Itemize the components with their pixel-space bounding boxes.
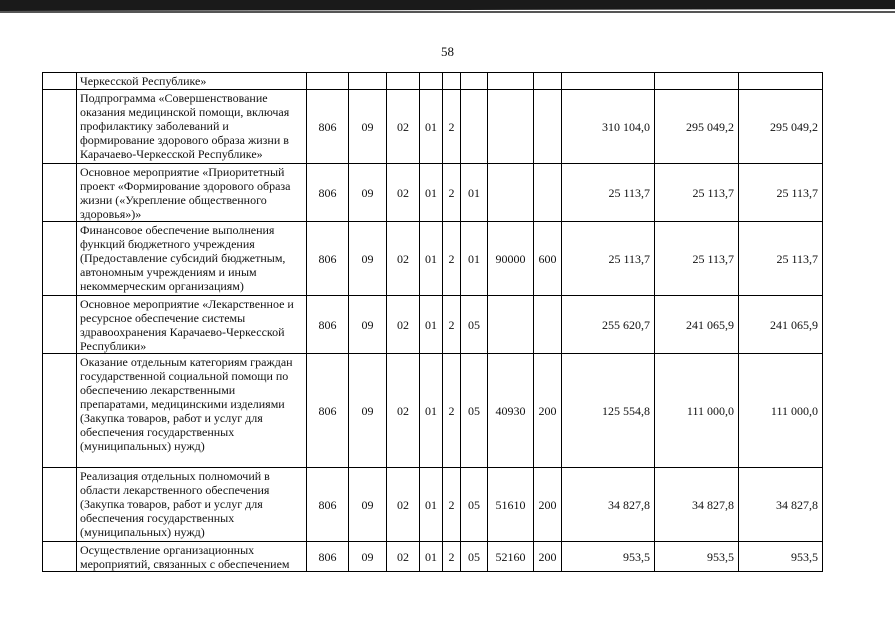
margin-cell — [43, 73, 77, 90]
expense-type-code — [534, 164, 562, 222]
target-subprogram-code: 2 — [443, 164, 461, 222]
margin-cell — [43, 542, 77, 572]
amount-year-3: 241 065,9 — [739, 296, 823, 354]
target-program-code: 01 — [420, 164, 443, 222]
section-code: 09 — [349, 164, 387, 222]
ved-code: 806 — [307, 542, 349, 572]
ved-code: 806 — [307, 164, 349, 222]
subsection-code: 02 — [387, 542, 420, 572]
ved-code — [307, 73, 349, 90]
target-program-code: 01 — [420, 354, 443, 468]
table-row — [43, 222, 823, 296]
target-program-code: 01 — [420, 296, 443, 354]
margin-cell — [43, 296, 77, 354]
target-program-code: 01 — [420, 468, 443, 542]
table-row — [43, 542, 823, 572]
target-event-code: 05 — [461, 468, 488, 542]
target-program-code: 01 — [420, 542, 443, 572]
section-code: 09 — [349, 90, 387, 164]
margin-cell — [43, 164, 77, 222]
ved-code: 806 — [307, 296, 349, 354]
subsection-code: 02 — [387, 354, 420, 468]
item-name: Подпрограмма «Совершенствование оказания медицинской помощи, включая профилактику заболеваний и формирование здорового образа жизни в Карачаево-Черкесской Республике» — [77, 90, 307, 164]
margin-cell — [43, 90, 77, 164]
amount-year-2: 953,5 — [655, 542, 739, 572]
target-subprogram-code: 2 — [443, 468, 461, 542]
target-event-code: 05 — [461, 354, 488, 468]
section-code: 09 — [349, 468, 387, 542]
target-direction-code: 51610 — [488, 468, 534, 542]
table-body — [43, 73, 823, 572]
target-event-code: 01 — [461, 222, 488, 296]
budget-table — [42, 72, 823, 572]
table-row — [43, 468, 823, 542]
item-name: Черкесской Республике» — [77, 73, 307, 90]
target-event-code: 01 — [461, 164, 488, 222]
target-direction-code: 90000 — [488, 222, 534, 296]
section-code: 09 — [349, 222, 387, 296]
amount-year-2: 295 049,2 — [655, 90, 739, 164]
section-code: 09 — [349, 296, 387, 354]
page-number: 58 — [441, 44, 454, 59]
amount-year-3: 295 049,2 — [739, 90, 823, 164]
section-code: 09 — [349, 354, 387, 468]
target-subprogram-code: 2 — [443, 542, 461, 572]
amount-year-2: 25 113,7 — [655, 164, 739, 222]
item-name: Основное мероприятие «Лекарственное и ресурсное обеспечение системы здравоохранения Карачаево-Черкесской Республики» — [77, 296, 307, 354]
amount-year-2: 111 000,0 — [655, 354, 739, 468]
amount-year-1 — [562, 73, 655, 90]
scan-border-shadow — [0, 11, 895, 13]
target-direction-code — [488, 164, 534, 222]
target-subprogram-code: 2 — [443, 296, 461, 354]
item-name: Основное мероприятие «Приоритетный проект «Формирование здорового образа жизни («Укрепление общественного здоровья»)» — [77, 164, 307, 222]
table-row — [43, 164, 823, 222]
target-subprogram-code: 2 — [443, 222, 461, 296]
expense-type-code: 200 — [534, 468, 562, 542]
amount-year-3: 953,5 — [739, 542, 823, 572]
target-subprogram-code: 2 — [443, 354, 461, 468]
subsection-code — [387, 73, 420, 90]
ved-code: 806 — [307, 222, 349, 296]
subsection-code: 02 — [387, 468, 420, 542]
expense-type-code — [534, 73, 562, 90]
target-direction-code — [488, 296, 534, 354]
target-direction-code — [488, 90, 534, 164]
amount-year-3: 25 113,7 — [739, 164, 823, 222]
target-event-code: 05 — [461, 296, 488, 354]
expense-type-code: 200 — [534, 542, 562, 572]
amount-year-1: 255 620,7 — [562, 296, 655, 354]
expense-type-code — [534, 296, 562, 354]
target-event-code — [461, 73, 488, 90]
scan-border-top — [0, 0, 895, 11]
target-direction-code: 52160 — [488, 542, 534, 572]
item-name: Финансовое обеспечение выполнения функций бюджетного учреждения (Предоставление субсидий бюджетным, автономным учреждениям и иным некоммерческим организациям) — [77, 222, 307, 296]
item-name: Осуществление организационных мероприятий, связанных с обеспечением — [77, 542, 307, 572]
target-subprogram-code: 2 — [443, 90, 461, 164]
expense-type-code: 600 — [534, 222, 562, 296]
target-program-code: 01 — [420, 90, 443, 164]
amount-year-1: 953,5 — [562, 542, 655, 572]
table-row — [43, 73, 823, 90]
section-code: 09 — [349, 542, 387, 572]
subsection-code: 02 — [387, 296, 420, 354]
margin-cell — [43, 222, 77, 296]
amount-year-1: 25 113,7 — [562, 164, 655, 222]
target-program-code — [420, 73, 443, 90]
target-direction-code: 40930 — [488, 354, 534, 468]
table-row — [43, 354, 823, 468]
table-row — [43, 90, 823, 164]
amount-year-2 — [655, 73, 739, 90]
ved-code: 806 — [307, 354, 349, 468]
amount-year-2: 34 827,8 — [655, 468, 739, 542]
expense-type-code: 200 — [534, 354, 562, 468]
ved-code: 806 — [307, 468, 349, 542]
subsection-code: 02 — [387, 164, 420, 222]
item-name: Реализация отдельных полномочий в области лекарственного обеспечения (Закупка товаров, работ и услуг для обеспечения государственных (муниципальных) нужд) — [77, 468, 307, 542]
amount-year-1: 34 827,8 — [562, 468, 655, 542]
margin-cell — [43, 354, 77, 468]
amount-year-3: 111 000,0 — [739, 354, 823, 468]
subsection-code: 02 — [387, 90, 420, 164]
table-row — [43, 296, 823, 354]
amount-year-3: 34 827,8 — [739, 468, 823, 542]
expense-type-code — [534, 90, 562, 164]
target-event-code — [461, 90, 488, 164]
amount-year-3 — [739, 73, 823, 90]
subsection-code: 02 — [387, 222, 420, 296]
target-event-code: 05 — [461, 542, 488, 572]
amount-year-1: 310 104,0 — [562, 90, 655, 164]
ved-code: 806 — [307, 90, 349, 164]
margin-cell — [43, 468, 77, 542]
amount-year-2: 25 113,7 — [655, 222, 739, 296]
amount-year-1: 125 554,8 — [562, 354, 655, 468]
target-subprogram-code — [443, 73, 461, 90]
amount-year-3: 25 113,7 — [739, 222, 823, 296]
target-direction-code — [488, 73, 534, 90]
item-name: Оказание отдельным категориям граждан государственной социальной помощи по обеспечению лекарственными препаратами, медицинскими изделиями (Закупка товаров, работ и услуг для обеспечения государственных (муниципальных) нужд) — [77, 354, 307, 468]
section-code — [349, 73, 387, 90]
target-program-code: 01 — [420, 222, 443, 296]
amount-year-2: 241 065,9 — [655, 296, 739, 354]
amount-year-1: 25 113,7 — [562, 222, 655, 296]
